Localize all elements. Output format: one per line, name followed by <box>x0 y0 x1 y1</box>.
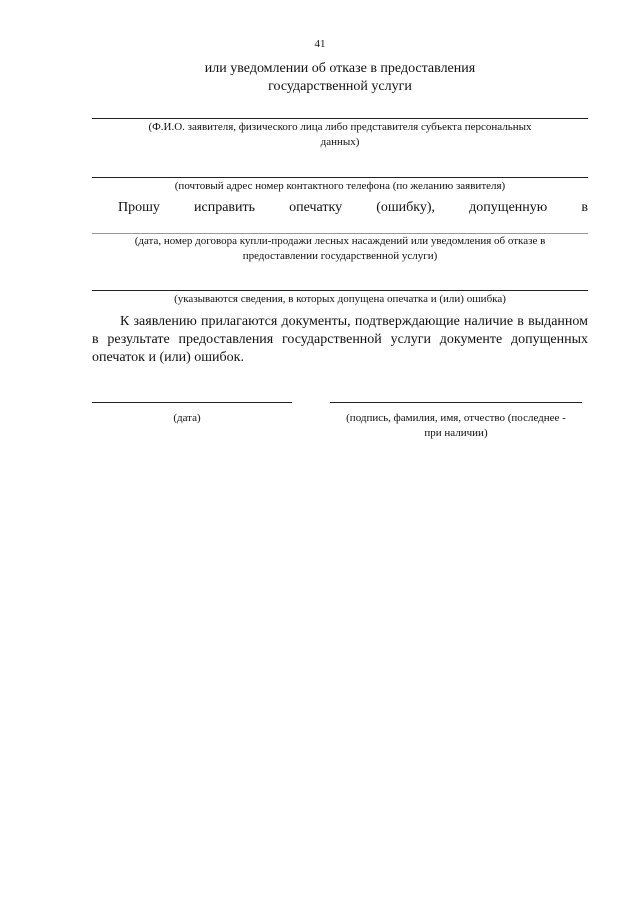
applicant-name-line[interactable] <box>92 118 588 119</box>
request-word: Прошу <box>118 200 160 215</box>
title-line-1: или уведомлении об отказе в предоставления <box>204 61 476 76</box>
errors-caption: (указываются сведения, в которых допущена опечатка и (или) ошибка) <box>174 293 506 305</box>
document-title <box>92 60 588 96</box>
request-word: (ошибку), <box>376 200 436 215</box>
page-number: 41 <box>314 38 326 50</box>
request-word: исправить <box>194 200 256 215</box>
applicant-caption-line-1: (Ф.И.О. заявителя, физического лица либо представителя субъекта персональных <box>148 121 532 133</box>
request-word: опечатку <box>289 200 343 215</box>
signature-caption <box>320 411 592 441</box>
applicant-caption-line-2: данных) <box>320 136 360 148</box>
signature-caption-line-1: (подпись, фамилия, имя, отчество (последнее - <box>346 412 566 424</box>
document-caption-line-2: предоставлении государственной услуги) <box>242 250 438 262</box>
title-line-2: государственной услуги <box>268 79 412 94</box>
document-reference-caption <box>92 234 588 264</box>
date-caption: (дата) <box>173 412 201 424</box>
request-sentence <box>118 199 588 217</box>
signature-caption-line-2: при наличии) <box>424 427 488 439</box>
signature-line[interactable] <box>330 402 582 403</box>
request-word: в <box>581 200 588 215</box>
address-line[interactable] <box>92 177 588 178</box>
date-line[interactable] <box>92 402 292 403</box>
errors-line[interactable] <box>92 290 588 291</box>
document-caption-line-1: (дата, номер договора купли-продажи лесных насаждений или уведомления об отказе в <box>134 235 546 247</box>
attachments-paragraph: К заявлению прилагаются документы, подтверждающие наличие в выданном в результате предоставления государственной услуги документе допущенных опечаток и (или) ошибок. <box>92 314 588 365</box>
request-word: допущенную <box>469 200 548 215</box>
address-caption: (почтовый адрес номер контактного телефона (по желанию заявителя) <box>174 180 506 192</box>
applicant-name-caption <box>92 120 588 150</box>
